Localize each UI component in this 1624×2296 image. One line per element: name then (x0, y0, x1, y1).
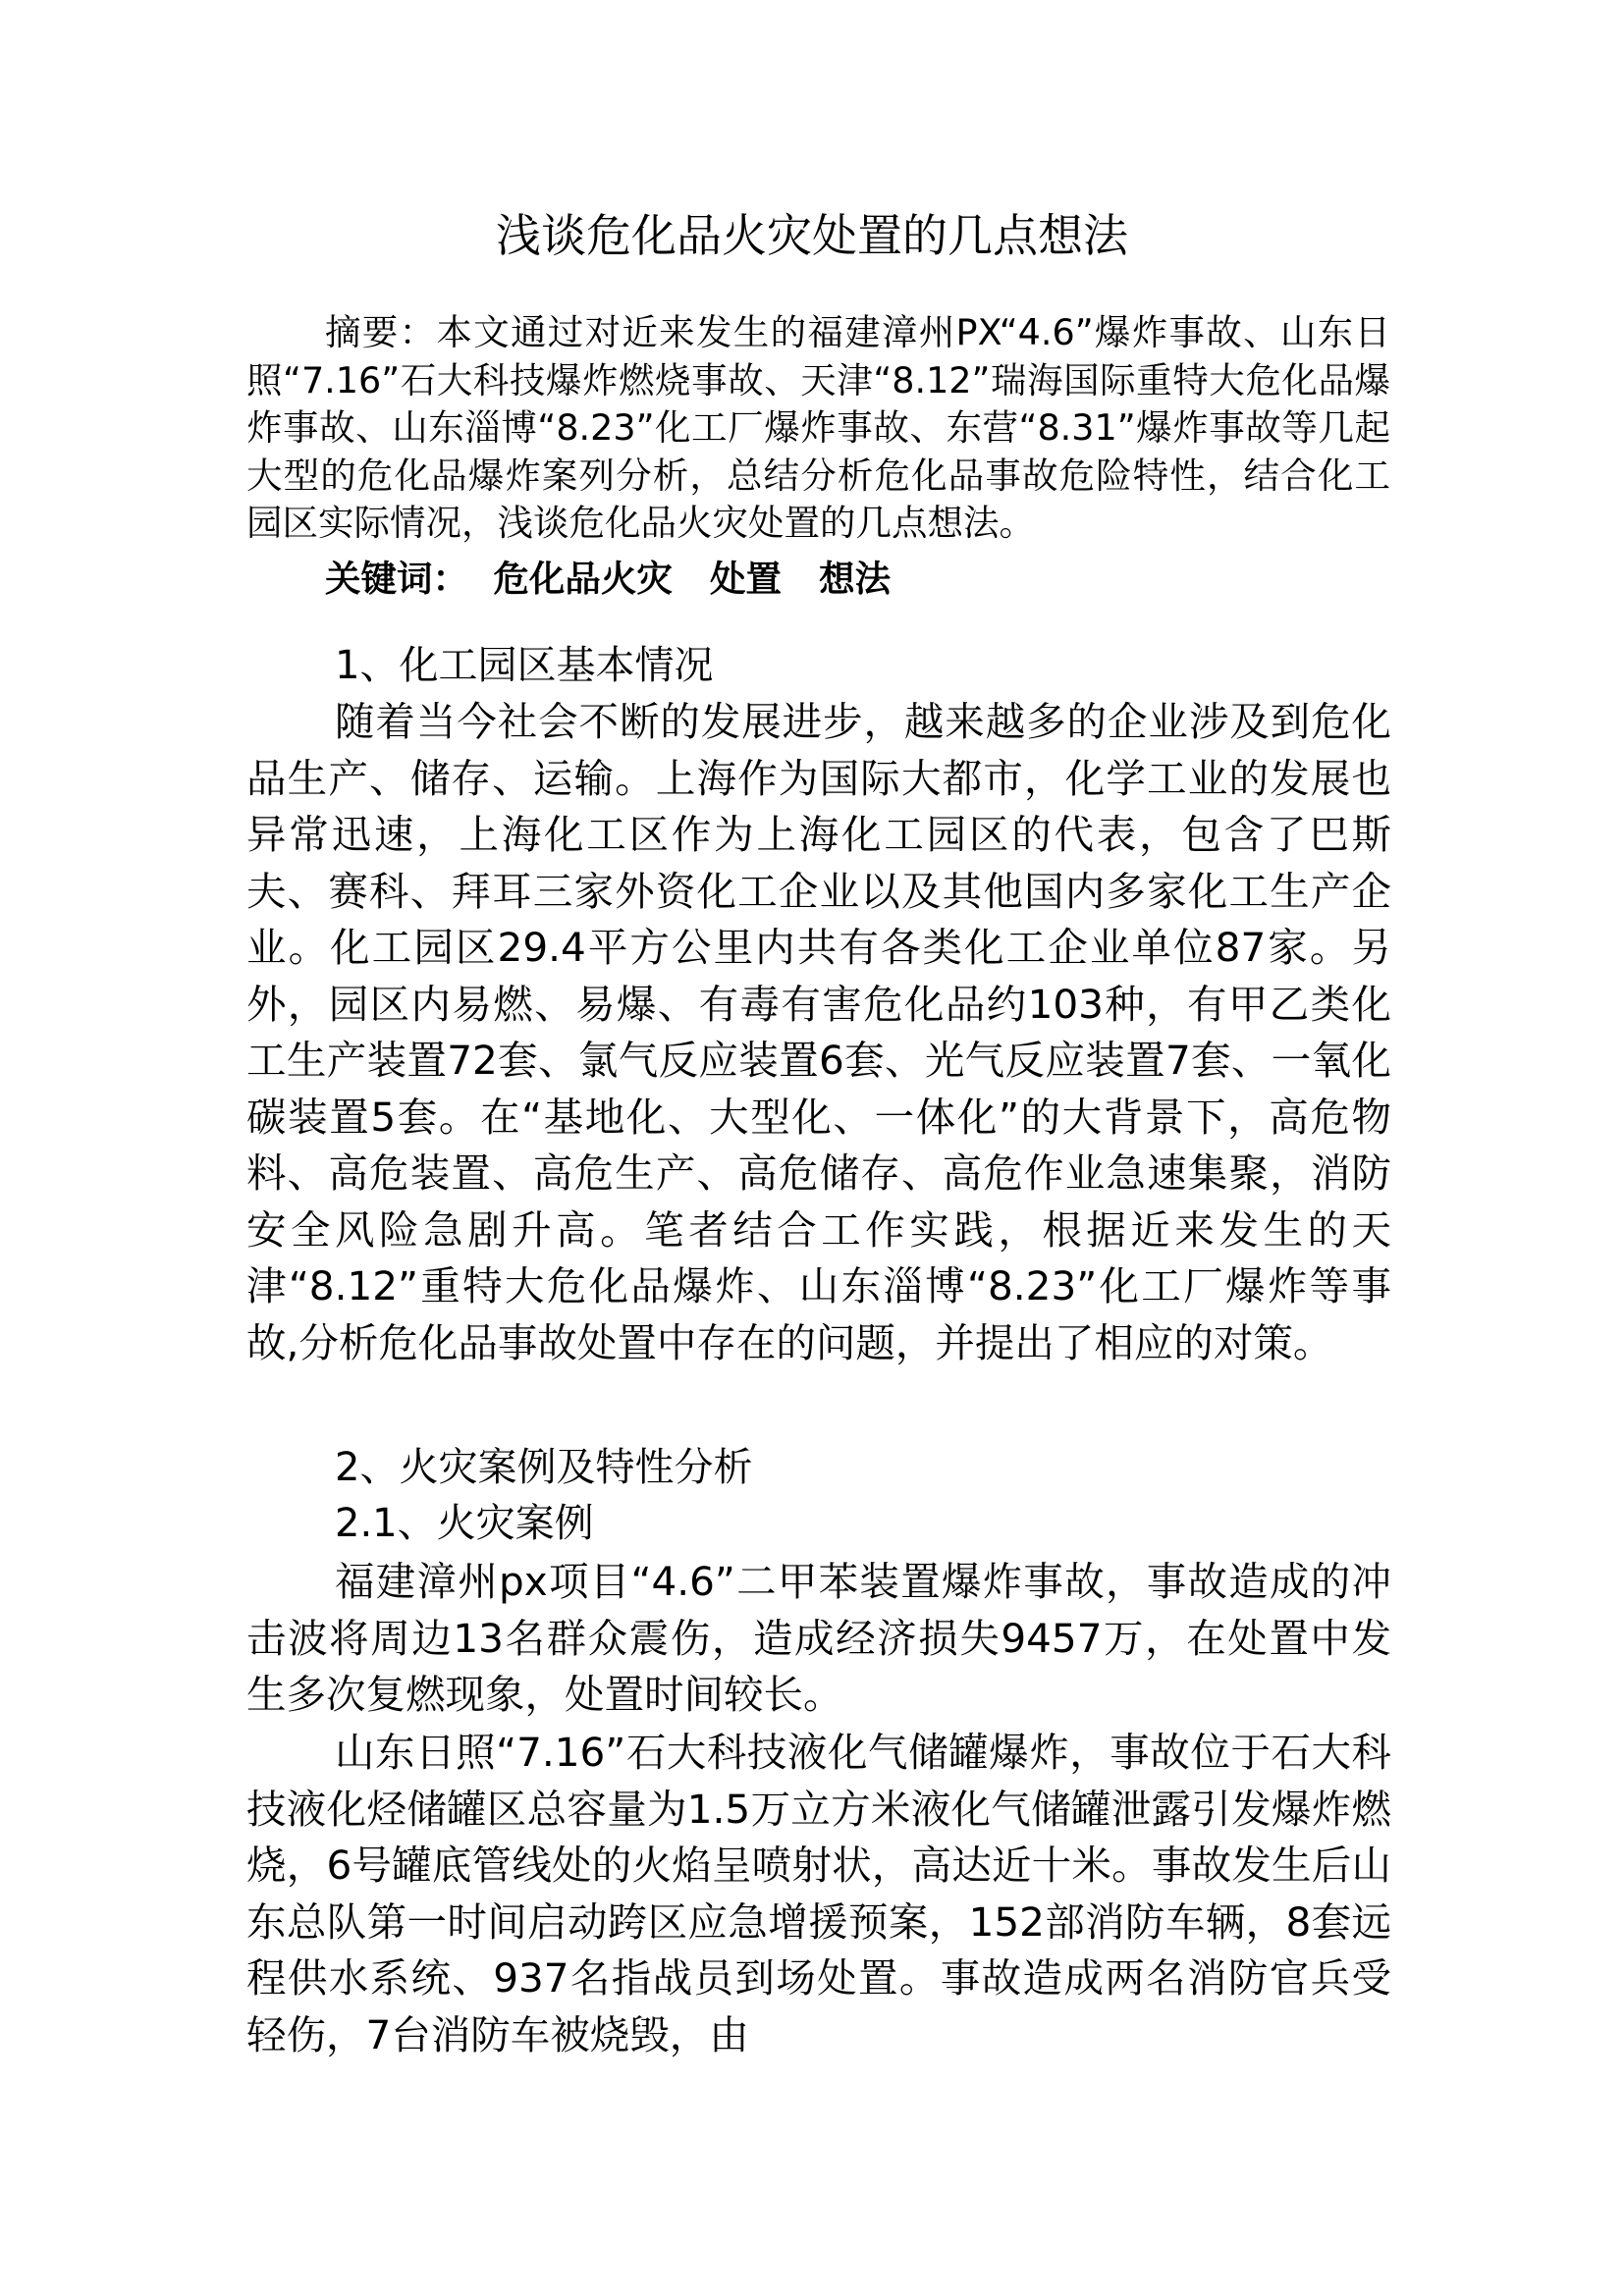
section-2-heading: 2、火灾案例及特性分析 (335, 1445, 753, 1490)
case-2-paragraph: 山东日照“7.16”石大科技液化气储罐爆炸，事故位于石大科技液化烃储罐区总容量为1.5万立方米液化气储罐泄露引发爆炸燃烧，6号罐底管线处的火焰呈喷射状，高达近十米。事故发生后山东总队第一时间启动跨区应急增援预案，152部消防车辆，8套远程供水系统、937名指战员到场处置。事故造成两名消防官兵受轻伤，7台消防车被烧毁，由 (246, 1729, 1391, 2058)
document-title: 浅谈危化品火灾处置的几点想法 (496, 209, 1128, 262)
abstract-paragraph: 摘要：本文通过对近来发生的福建漳州PX“4.6”爆炸事故、山东日照“7.16”石大科技爆炸燃烧事故、天津“8.12”瑞海国际重特大危化品爆炸事故、山东淄博“8.23”化工厂爆炸事故、东营“8.31”爆炸事故等几起大型的危化品爆炸案列分析，总结分析危化品事故危险特性，结合化工园区实际情况，浅谈危化品火灾处置的几点想法。 (246, 311, 1390, 544)
section-1-paragraph: 随着当今社会不断的发展进步，越来越多的企业涉及到危化品生产、储存、运输。上海作为国际大都市，化学工业的发展也异常迅速，上海化工区作为上海化工园区的代表，包含了巴斯夫、赛科、拜耳三家外资化工企业以及其他国内多家化工生产企业。化工园区29.4平方公里内共有各类化工企业单位87家。另外，园区内易燃、易爆、有毒有害危化品约103种，有甲乙类化工生产装置72套、氯气反应装置6套、光气反应装置7套、一氧化碳装置5套。在“基地化、大型化、一体化”的大背景下，高危物料、高危装置、高危生产、高危储存、高危作业急速集聚，消防安全风险急剧升高。笔者结合工作实践，根据近来发生的天津“8.12”重特大危化品爆炸、山东淄博“8.23”化工厂爆炸等事故,分析危化品事故处置中存在的问题，并提出了相应的对策。 (246, 698, 1391, 1366)
case-1-paragraph: 福建漳州px项目“4.6”二甲苯装置爆炸事故，事故造成的冲击波将周边13名群众震伤，造成经济损失9457万，在处置中发生多次复燃现象，处置时间较长。 (246, 1558, 1391, 1718)
section-2-1-heading: 2.1、火灾案例 (335, 1501, 594, 1546)
section-1-heading: 1、化工园区基本情况 (335, 643, 714, 688)
keywords-line: 关键词： 危化品火灾 处置 想法 (325, 558, 892, 600)
